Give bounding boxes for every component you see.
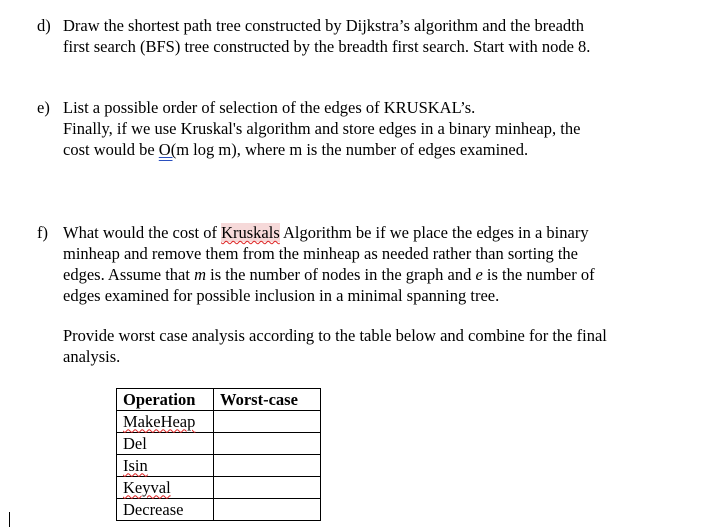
op-cell: [117, 411, 214, 433]
question-f-line-3: [63, 264, 697, 285]
worst-cell[interactable]: [214, 477, 321, 499]
table-header-row: [117, 389, 321, 411]
variable-m: m: [194, 265, 206, 284]
question-d-line-2: first search (BFS) tree constructed by the breadth first search. Start with node 8.: [63, 37, 591, 56]
grammar-mark-o[interactable]: O(: [158, 140, 177, 159]
op-cell: [117, 433, 214, 455]
question-f-para2-line-2: analysis.: [63, 347, 121, 366]
question-d: [37, 15, 697, 57]
question-f-text: [63, 222, 697, 367]
op-makeheap: MakeHeap: [123, 411, 196, 431]
spelling-mark-kruskals[interactable]: Kruskals: [221, 223, 280, 242]
question-e-line-3-post: m log m), where m is the number of edges examined.: [176, 140, 529, 159]
table-row: [117, 499, 321, 521]
table-row: [117, 411, 321, 433]
question-f-para2-line-1: Provide worst case analysis according to the table below and combine for the final: [63, 326, 607, 345]
table-row: [117, 433, 321, 455]
worst-case-table: [116, 388, 321, 521]
op-keyval: Keyval: [123, 477, 171, 497]
question-f: [37, 222, 697, 367]
op-cell: [117, 455, 214, 477]
question-e-text: [63, 97, 697, 160]
question-f-line-3-b: is the number of nodes in the graph and: [206, 265, 476, 284]
question-e-line-1: List a possible order of selection of the edges of KRUSKAL’s.: [63, 98, 476, 117]
question-f-line-3-a: edges. Assume that: [63, 265, 195, 284]
question-f-line-1: [63, 222, 697, 243]
question-e-line-3-pre: cost would be: [63, 140, 159, 159]
question-d-label: d): [37, 16, 51, 35]
question-e-line-3: [63, 139, 697, 160]
question-f-line-4: edges examined for possible inclusion in a minimal spanning tree.: [63, 286, 500, 305]
question-f-line-2: minheap and remove them from the minheap as needed rather than sorting the: [63, 244, 578, 263]
worst-cell[interactable]: [214, 411, 321, 433]
question-f-line-3-c: is the number of: [482, 265, 595, 284]
question-f-label: f): [37, 223, 48, 242]
question-d-line-1: Draw the shortest path tree constructed by Dijkstra’s algorithm and the breadth: [63, 16, 584, 35]
question-e: [37, 97, 697, 160]
question-e-line-2: Finally, if we use Kruskal's algorithm and store edges in a binary minheap, the: [63, 119, 581, 138]
table-row: [117, 477, 321, 499]
question-f-line-1-pre: What would the cost of: [63, 223, 222, 242]
op-cell: [117, 477, 214, 499]
op-decrease: Decrease: [123, 499, 184, 519]
op-del: Del: [123, 433, 147, 453]
op-cell: [117, 499, 214, 521]
variable-e: e: [475, 265, 483, 284]
worst-cell[interactable]: [214, 455, 321, 477]
text-cursor: [9, 512, 10, 527]
header-worst-case: Worst-case: [214, 389, 321, 411]
worst-cell[interactable]: [214, 499, 321, 521]
question-d-text: [63, 15, 697, 57]
table-row: [117, 455, 321, 477]
header-operation: Operation: [117, 389, 214, 411]
question-f-line-1-post: Algorithm be if we place the edges in a binary: [279, 223, 589, 242]
worst-cell[interactable]: [214, 433, 321, 455]
op-isin: Isin: [123, 455, 148, 475]
question-e-label: e): [37, 98, 50, 117]
